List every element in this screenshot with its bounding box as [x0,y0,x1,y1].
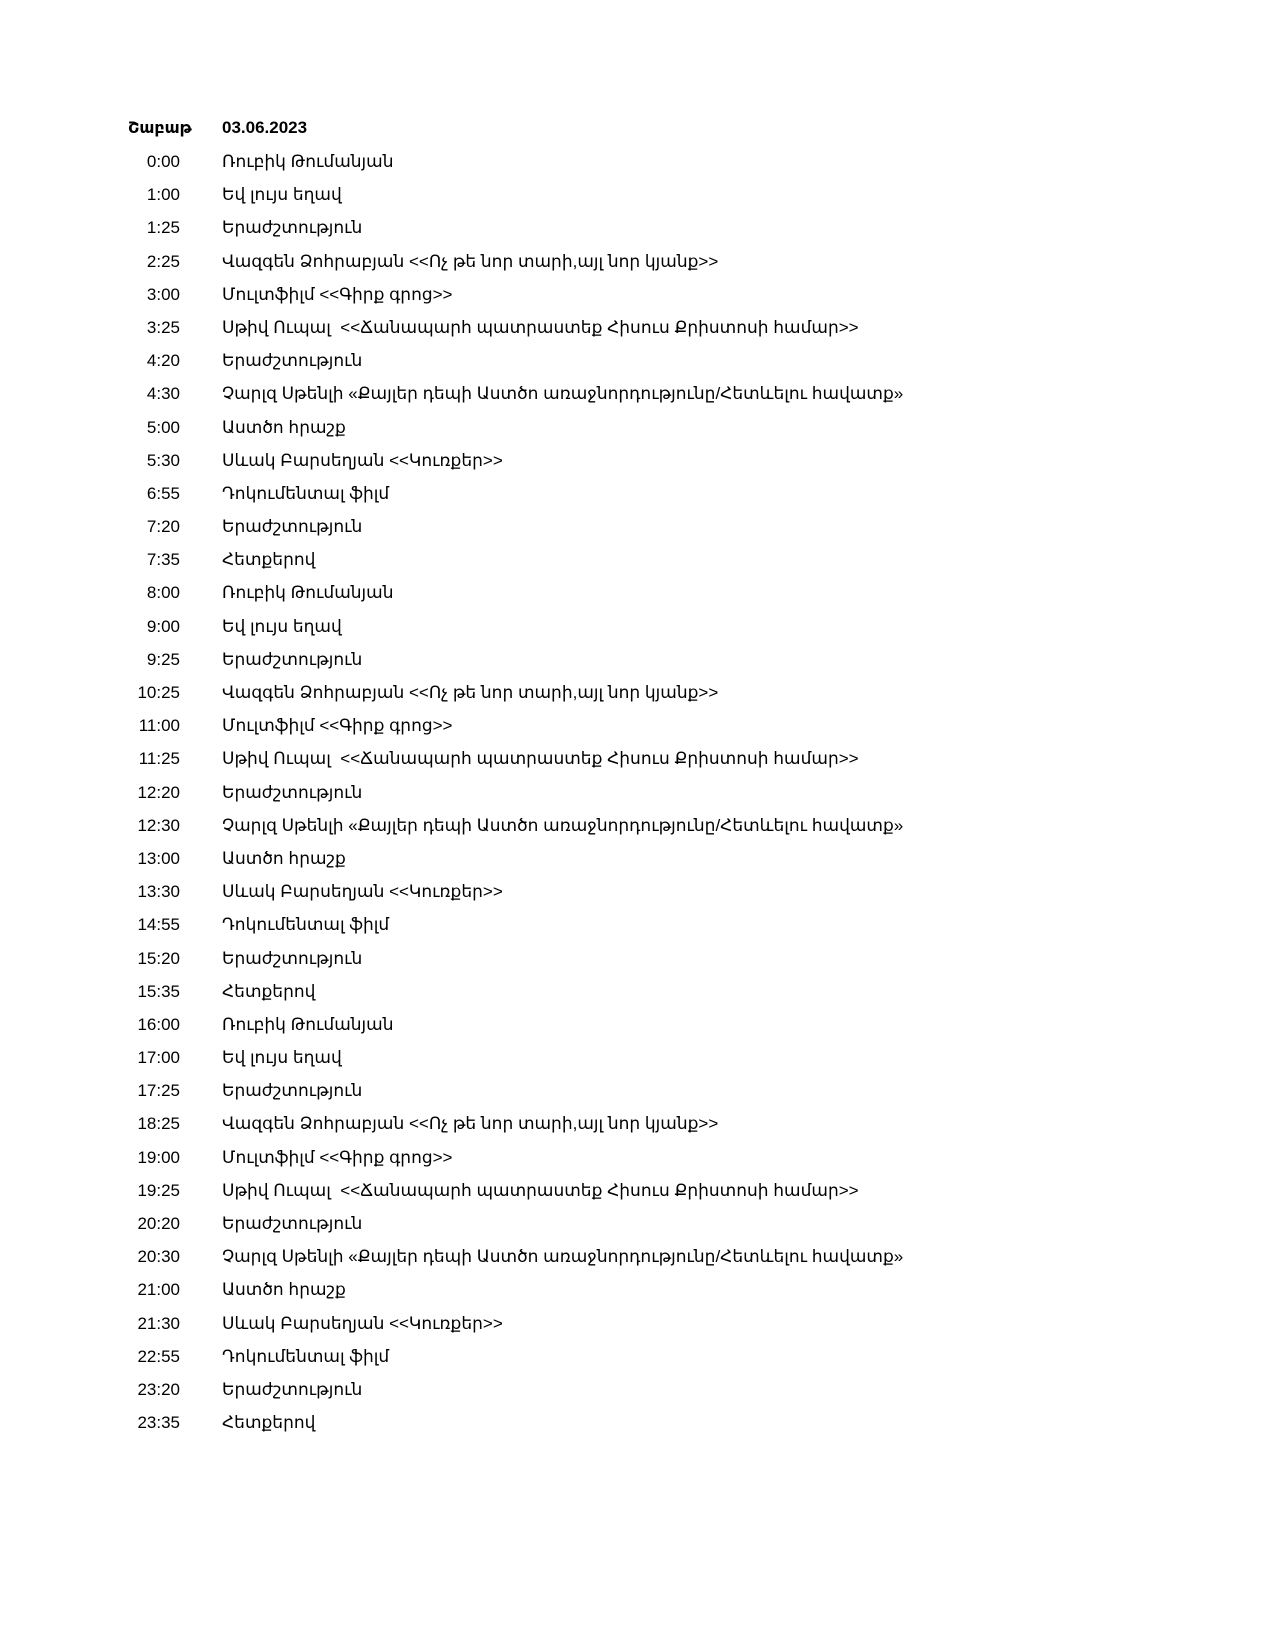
program-time: 16:00 [137,1014,180,1034]
program-time: 18:25 [137,1114,180,1134]
program-time: 10:25 [137,683,180,702]
program-title: Երաժշտություն [222,1214,363,1233]
schedule-row [0,185,1275,218]
program-time: 23:20 [137,1379,180,1399]
program-title: Չարլզ Սթենլի «Քայլեր դեպի Աստծո առաջնորդությունը/Հետևելու հավատք» [222,1247,904,1267]
program-title: Ռուբիկ Թումանյան [222,1014,394,1034]
schedule-row [0,550,1275,583]
program-title: Աստծո հրաշք [222,417,346,437]
program-time: 2:25 [146,251,180,271]
schedule-row [0,285,1275,318]
program-time: 22:55 [137,1346,180,1366]
schedule-row [0,982,1275,1015]
program-title: Երաժշտություն [222,1379,363,1399]
schedule-row [0,882,1275,915]
schedule-row [0,650,1275,683]
program-time: 20:20 [137,1214,180,1233]
program-time: 9:00 [146,616,180,636]
program-title: Դոկումենտալ ֆիլմ [222,915,390,935]
program-time: 1:00 [146,185,180,205]
schedule-row [0,517,1275,550]
program-time: 5:00 [146,417,180,437]
schedule-row [0,1280,1275,1313]
program-time: 5:30 [146,450,180,470]
program-title: Երաժշտություն [222,649,363,669]
schedule-row [0,1015,1275,1048]
program-time: 17:00 [137,1048,180,1068]
program-time: 9:25 [146,649,180,669]
schedule-row [0,152,1275,185]
program-title: Հետքերով [222,550,316,570]
schedule-row [0,252,1275,285]
program-time: 4:20 [146,351,180,371]
program-time: 21:00 [137,1280,180,1300]
program-title: Վազգեն Ձոհրաբյան <<Ոչ թե նոր տարի,այլ նոր կյանք>> [222,251,719,271]
schedule-row [0,1314,1275,1347]
program-title: Սթիվ Ուպալ <<Ճանապարհ պատրաստեք Հիսուս Քրիստոսի համար>> [222,749,859,769]
program-title: Եվ լույս եղավ [222,1048,342,1068]
program-time: 7:20 [146,517,180,537]
schedule-row [0,451,1275,484]
schedule-row [0,749,1275,782]
program-title: Երաժշտություն [222,517,363,537]
program-title: Երաժշտություն [222,948,363,968]
program-time: 17:25 [137,1081,180,1101]
schedule-row [0,1347,1275,1380]
program-time: 13:00 [137,848,180,868]
schedule-header [0,118,1275,142]
schedule-row [0,915,1275,948]
schedule-row [0,783,1275,816]
program-title: Մուլտֆիլմ <<Գիրք գրոց>> [222,716,453,736]
program-title: Սևակ Բարսեղյան <<Կուռքեր>> [222,450,503,470]
schedule-row [0,351,1275,384]
program-title: Երաժշտություն [222,782,363,802]
schedule-row [0,218,1275,251]
program-time: 23:35 [137,1413,180,1433]
program-time: 3:25 [146,317,180,337]
program-time: 4:30 [146,384,180,404]
program-time: 20:30 [137,1247,180,1267]
program-title: Ռուբիկ Թումանյան [222,583,394,603]
program-time: 15:20 [137,948,180,968]
schedule-row [0,318,1275,351]
program-title: Հետքերով [222,1413,316,1433]
program-title: Երաժշտություն [222,218,363,238]
program-time: 15:35 [137,981,180,1001]
schedule-row [0,683,1275,716]
program-title: Դոկումենտալ ֆիլմ [222,1346,390,1366]
program-title: Դոկումենտալ ֆիլմ [222,483,390,503]
program-title: Չարլզ Սթենլի «Քայլեր դեպի Աստծո առաջնորդությունը/Հետևելու հավատք» [222,815,904,835]
program-title: Երաժշտություն [222,1081,363,1101]
schedule-row [0,1413,1275,1446]
program-title: Երաժշտություն [222,351,363,371]
program-time: 7:35 [146,550,180,570]
schedule-row [0,816,1275,849]
schedule-row [0,1148,1275,1181]
program-time: 11:00 [138,716,180,736]
schedule-row [0,1214,1275,1247]
schedule-row [0,484,1275,517]
schedule-date: 03.06.2023 [222,118,308,137]
program-time: 11:25 [138,749,180,769]
schedule-row [0,716,1275,749]
program-time: 21:30 [137,1313,180,1333]
day-of-week: Շաբաթ [128,120,192,137]
schedule-row [0,1048,1275,1081]
program-time: 12:20 [137,782,180,802]
schedule-list [0,152,1275,1446]
program-time: 12:30 [137,815,180,835]
schedule-row [0,384,1275,417]
schedule-row [0,1247,1275,1280]
schedule-row [0,1181,1275,1214]
program-time: 13:30 [137,882,180,902]
program-time: 14:55 [137,915,180,935]
program-title: Եվ լույս եղավ [222,185,342,205]
schedule-row [0,583,1275,616]
schedule-row [0,418,1275,451]
program-time: 6:55 [146,483,180,503]
program-title: Ռուբիկ Թումանյան [222,152,394,171]
program-title: Սևակ Բարսեղյան <<Կուռքեր>> [222,1313,503,1333]
program-time: 3:00 [146,284,180,304]
program-title: Աստծո հրաշք [222,848,346,868]
schedule-row [0,1380,1275,1413]
program-time: 8:00 [146,583,180,603]
program-title: Մուլտֆիլմ <<Գիրք գրոց>> [222,1147,453,1167]
program-title: Չարլզ Սթենլի «Քայլեր դեպի Աստծո առաջնորդությունը/Հետևելու հավատք» [222,384,904,404]
program-title: Հետքերով [222,981,316,1001]
program-title: Վազգեն Ձոհրաբյան <<Ոչ թե նոր տարի,այլ նոր կյանք>> [222,1114,719,1134]
program-title: Մուլտֆիլմ <<Գիրք գրոց>> [222,284,453,304]
program-time: 1:25 [146,218,180,238]
program-time: 19:25 [137,1180,180,1200]
program-time: 19:00 [137,1147,180,1167]
schedule-row [0,949,1275,982]
schedule-row [0,1081,1275,1114]
program-title: Վազգեն Ձոհրաբյան <<Ոչ թե նոր տարի,այլ նոր կյանք>> [222,683,719,702]
program-time: 0:00 [146,152,180,171]
schedule-row [0,849,1275,882]
program-title: Սթիվ Ուպալ <<Ճանապարհ պատրաստեք Հիսուս Քրիստոսի համար>> [222,1180,859,1200]
schedule-row [0,617,1275,650]
program-title: Սևակ Բարսեղյան <<Կուռքեր>> [222,882,503,902]
schedule-row [0,1114,1275,1147]
program-title: Սթիվ Ուպալ <<Ճանապարհ պատրաստեք Հիսուս Քրիստոսի համար>> [222,317,859,337]
program-title: Աստծո հրաշք [222,1280,346,1300]
program-title: Եվ լույս եղավ [222,616,342,636]
